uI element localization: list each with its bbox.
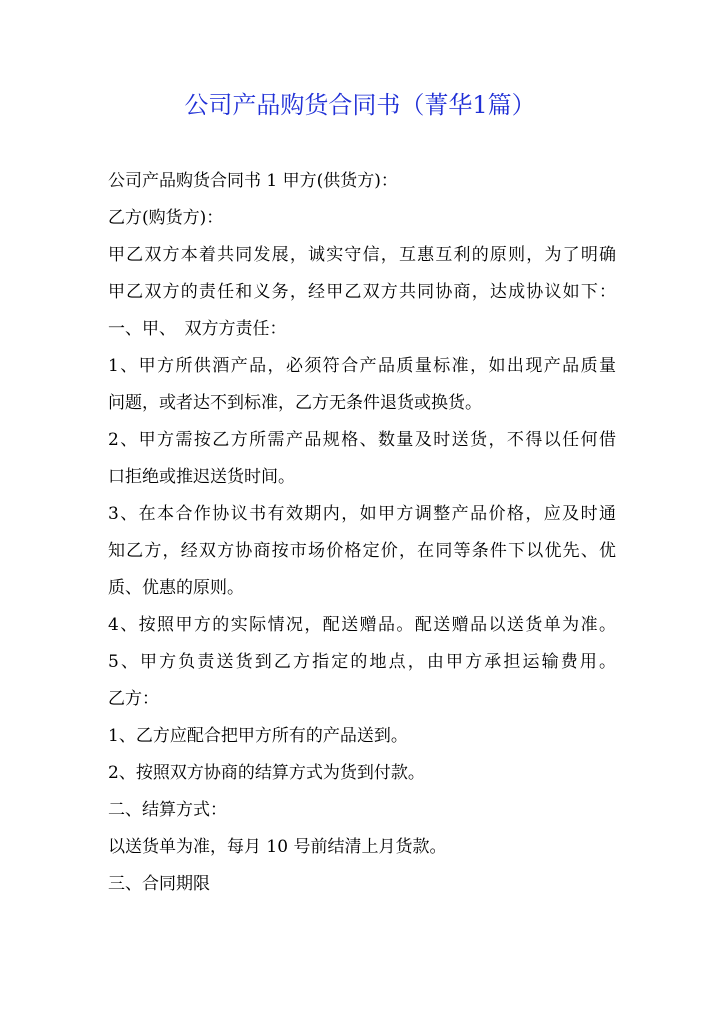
paragraph-line: 甲乙双方的责任和义务，经甲乙双方共同协商，达成协议如下： xyxy=(108,282,616,302)
paragraph-line: 1、甲方所供酒产品，必须符合产品质量标准，如出现产品质量 xyxy=(108,356,616,376)
paragraph-line: 知乙方，经双方协商按市场价格定价，在同等条件下以优先、优 xyxy=(108,541,616,561)
section-heading: 三、合同期限 xyxy=(108,874,210,894)
paragraph-line: 质、优惠的原则。 xyxy=(108,578,244,598)
section-heading: 乙方： xyxy=(108,689,159,709)
paragraph-line: 2、按照双方协商的结算方式为货到付款。 xyxy=(108,763,425,783)
paragraph-line: 2、甲方需按乙方所需产品规格、数量及时送货，不得以任何借 xyxy=(108,430,616,450)
section-heading: 一、甲、 双方方责任： xyxy=(108,319,287,339)
paragraph-line: 4、按照甲方的实际情况，配送赠品。配送赠品以送货单为准。 xyxy=(108,615,616,635)
paragraph-line: 5、甲方负责送货到乙方指定的地点，由甲方承担运输费用。 xyxy=(108,652,616,672)
paragraph-line: 公司产品购货合同书 1 甲方(供货方)： xyxy=(108,171,398,191)
document-title: 公司产品购货合同书（菁华1篇） xyxy=(184,91,536,119)
paragraph-line: 乙方(购货方)： xyxy=(108,208,224,228)
paragraph-line: 问题，或者达不到标准，乙方无条件退货或换货。 xyxy=(108,393,482,413)
paragraph-line: 1、乙方应配合把甲方所有的产品送到。 xyxy=(108,726,408,746)
paragraph-line: 口拒绝或推迟送货时间。 xyxy=(108,467,295,487)
paragraph-line: 3、在本合作协议书有效期内，如甲方调整产品价格，应及时通 xyxy=(108,504,616,524)
document-body xyxy=(108,163,616,903)
paragraph-line: 甲乙双方本着共同发展，诚实守信，互惠互利的原则，为了明确 xyxy=(108,245,616,265)
paragraph-line: 以送货单为准，每月 10 号前结清上月货款。 xyxy=(108,837,447,857)
section-heading: 二、结算方式： xyxy=(108,800,227,820)
